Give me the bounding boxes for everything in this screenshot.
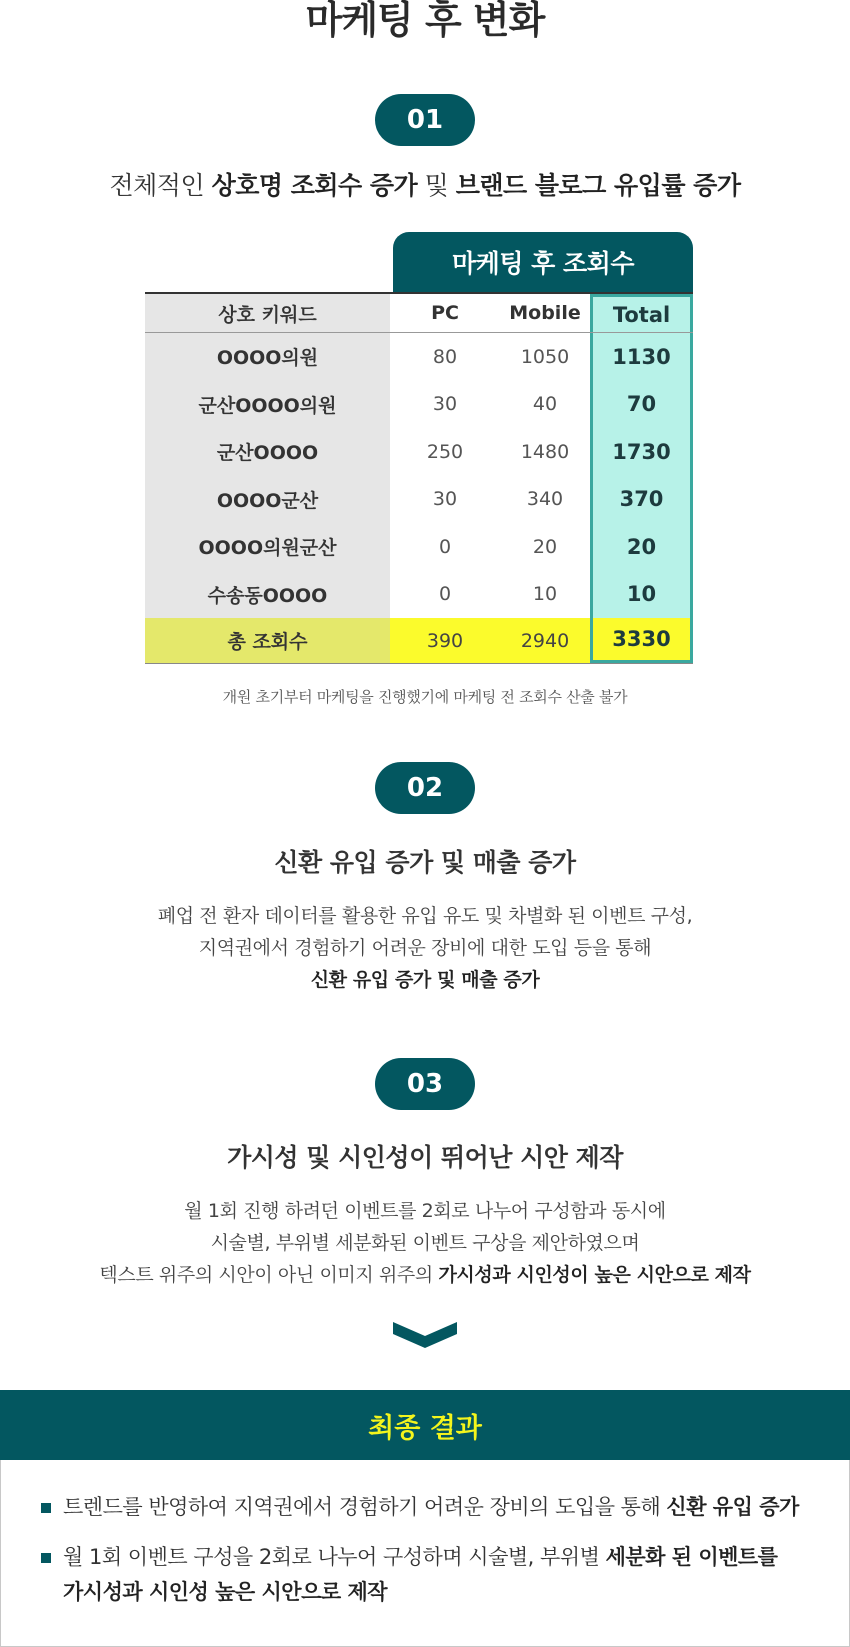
cell-pc: 0	[438, 583, 452, 606]
chevron-down-icon	[393, 1318, 457, 1348]
header-mobile: Mobile	[509, 302, 581, 324]
table-row	[145, 476, 693, 524]
section-body	[0, 900, 850, 996]
result-box	[0, 1460, 850, 1647]
result-bullet	[41, 1540, 821, 1610]
section-heading: 신환 유입 증가 및 매출 증가	[274, 848, 576, 877]
table-row	[145, 333, 693, 381]
heading-emphasis: 브랜드 블로그 유입률 증가	[455, 171, 741, 200]
cell-total: 1130	[590, 333, 693, 381]
cell-mobile: 1050	[520, 345, 570, 368]
table-row	[145, 571, 693, 619]
body-line-bold	[0, 964, 850, 996]
total-total: 3330	[590, 618, 693, 663]
square-bullet-icon	[41, 1553, 51, 1563]
table-row	[145, 428, 693, 476]
cell-pc: 250	[426, 440, 464, 463]
header-pc: PC	[431, 302, 459, 324]
cell-keyword: 군산OOOO	[145, 428, 390, 476]
heading-text: 및	[417, 171, 456, 200]
total-label: 총 조회수	[145, 618, 390, 663]
views-table	[145, 292, 693, 664]
body-line: 시술별, 부위별 세분화된 이벤트 구상을 제안하였으며	[210, 1232, 640, 1254]
cell-total: 370	[590, 476, 693, 524]
cell-pc: 30	[432, 393, 458, 416]
cell-pc: 30	[432, 488, 458, 511]
square-bullet-icon	[41, 1503, 51, 1513]
body-line	[0, 1259, 850, 1291]
cell-mobile: 40	[532, 393, 558, 416]
cell-mobile: 20	[532, 535, 558, 558]
table-total-row	[145, 618, 693, 664]
body-line: 지역권에서 경험하기 어려운 장비에 대한 도입 등을 통해	[198, 937, 652, 959]
cell-keyword: OOOO의원군산	[145, 523, 390, 571]
table-row	[145, 381, 693, 429]
section-heading	[0, 166, 850, 202]
cell-total: 70	[590, 381, 693, 429]
cell-mobile: 1480	[520, 440, 570, 463]
header-total: Total	[590, 294, 693, 332]
bullet-text: 월 1회 이벤트 구성을 2회로 나누어 구성하며 시술별, 부위별	[63, 1545, 606, 1569]
cell-mobile: 340	[526, 488, 564, 511]
result-bullet	[41, 1490, 821, 1525]
cell-pc: 0	[438, 535, 452, 558]
bullet-emphasis: 신환 유입 증가	[666, 1495, 799, 1519]
table-note: 개원 초기부터 마케팅을 진행했기에 마케팅 전 조회수 산출 불가	[222, 688, 628, 706]
bullet-emphasis: 세분화 된 이벤트를	[605, 1545, 778, 1569]
cell-total: 10	[590, 571, 693, 619]
bullet-text: 트렌드를 반영하여 지역권에서 경험하기 어려운 장비의 도입을 통해	[63, 1495, 667, 1519]
section-heading: 가시성 및 시인성이 뛰어난 시안 제작	[227, 1143, 623, 1172]
cell-keyword: 군산OOOO의원	[145, 381, 390, 429]
table-row	[145, 523, 693, 571]
body-line: 월 1회 진행 하려던 이벤트를 2회로 나누어 구성함과 동시에	[184, 1200, 666, 1222]
total-pc: 390	[390, 618, 500, 663]
cell-total: 20	[590, 523, 693, 571]
cell-pc: 80	[432, 345, 458, 368]
body-text: 텍스트 위주의 시안이 아닌 이미지 위주의	[99, 1264, 439, 1286]
cell-keyword: OOOO군산	[145, 476, 390, 524]
header-keyword: 상호 키워드	[145, 294, 390, 332]
body-line: 폐업 전 환자 데이터를 활용한 유입 유도 및 차별화 된 이벤트 구성,	[157, 905, 693, 927]
result-title: 최종 결과	[0, 1390, 850, 1460]
table-tab-label: 마케팅 후 조회수	[393, 232, 693, 292]
section-number-badge: 01	[375, 94, 475, 146]
section-number-badge: 02	[375, 762, 475, 814]
section-body	[0, 1195, 850, 1291]
total-mobile: 2940	[500, 618, 590, 663]
section-number-badge: 03	[375, 1058, 475, 1110]
body-emphasis: 가시성과 시인성이 높은 시안으로 제작	[438, 1264, 751, 1286]
body-emphasis: 신환 유입 증가 및 매출 증가	[310, 969, 540, 991]
heading-text: 전체적인	[109, 171, 212, 200]
table-header-row	[145, 292, 693, 333]
page-title: 마케팅 후 변화	[305, 0, 545, 42]
heading-emphasis: 상호명 조회수 증가	[211, 171, 418, 200]
bullet-emphasis: 가시성과 시인성 높은 시안으로 제작	[63, 1580, 388, 1604]
cell-keyword: 수송동OOOO	[145, 571, 390, 619]
cell-keyword: OOOO의원	[145, 333, 390, 381]
cell-total: 1730	[590, 428, 693, 476]
cell-mobile: 10	[532, 583, 558, 606]
